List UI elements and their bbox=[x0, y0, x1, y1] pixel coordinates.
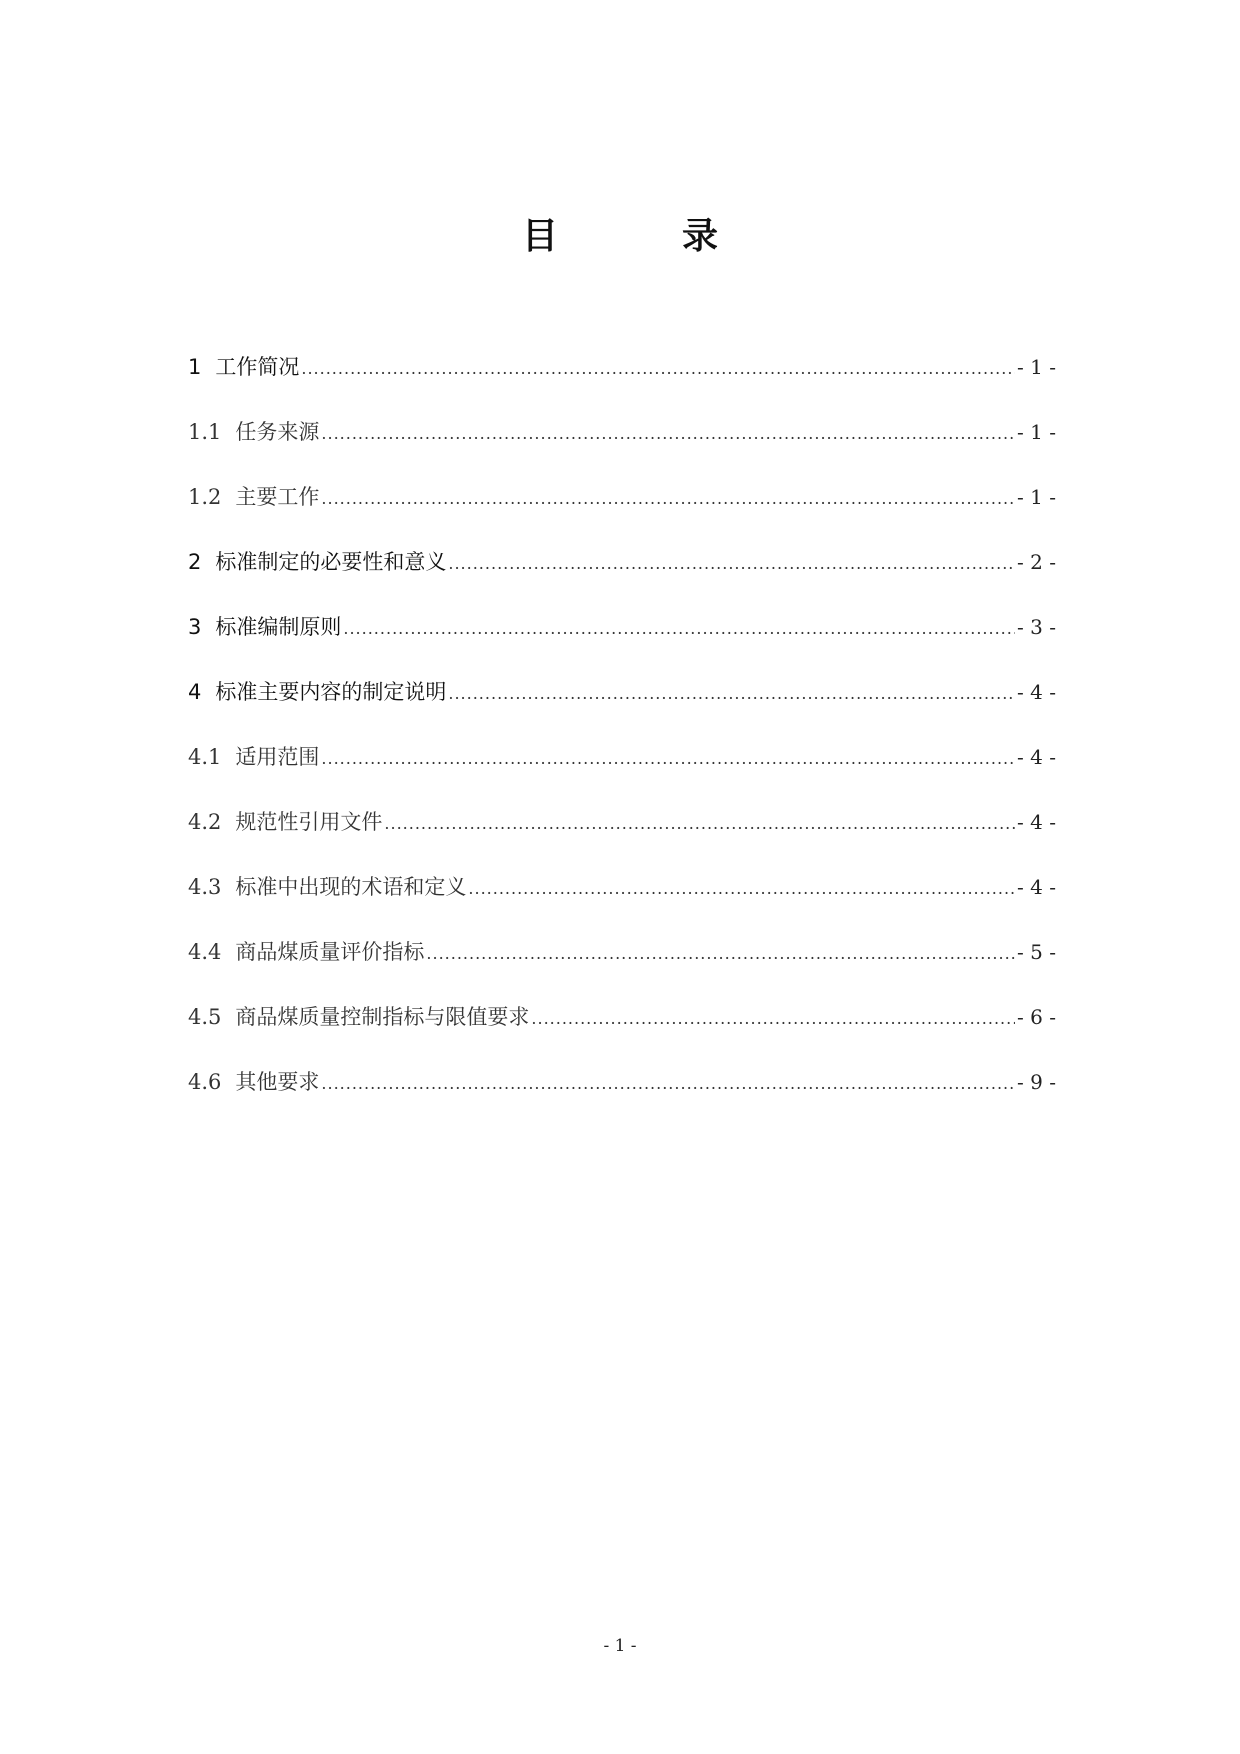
toc-entry-number: 2 bbox=[188, 550, 202, 574]
toc-entry-title: 标准制定的必要性和意义 bbox=[215, 550, 447, 574]
dot-leader bbox=[321, 744, 1015, 774]
toc-entry-label bbox=[188, 417, 319, 447]
toc-entry-label bbox=[188, 1067, 319, 1097]
toc-entry-number: 4 bbox=[188, 680, 202, 704]
dot-leader bbox=[384, 809, 1015, 839]
dot-leader bbox=[448, 679, 1015, 709]
toc-entry-number: 4.2 bbox=[188, 810, 222, 834]
dot-leader bbox=[468, 874, 1015, 904]
toc-entry-label bbox=[188, 937, 424, 967]
toc-entry-title: 标准主要内容的制定说明 bbox=[215, 680, 447, 704]
toc-entry[interactable] bbox=[188, 612, 1056, 677]
toc-entry-title: 任务来源 bbox=[235, 420, 320, 444]
toc-entry-label bbox=[188, 547, 446, 577]
toc-entry[interactable] bbox=[188, 1002, 1056, 1067]
toc-entry[interactable] bbox=[188, 807, 1056, 872]
toc-entry[interactable] bbox=[188, 937, 1056, 1002]
dot-leader bbox=[301, 354, 1015, 384]
toc-entry-page: - 9 - bbox=[1017, 1070, 1056, 1094]
toc-entry-number: 1 bbox=[188, 355, 202, 379]
dot-leader bbox=[426, 939, 1015, 969]
toc-entry-title: 商品煤质量控制指标与限值要求 bbox=[235, 1005, 530, 1029]
toc-entry[interactable] bbox=[188, 352, 1056, 417]
toc-entry[interactable] bbox=[188, 872, 1056, 937]
toc-entry-number: 3 bbox=[188, 615, 202, 639]
toc-entry-label bbox=[188, 352, 299, 382]
toc-entry-number: 4.1 bbox=[188, 745, 222, 769]
dot-leader bbox=[321, 484, 1015, 514]
dot-leader bbox=[531, 1004, 1015, 1034]
toc-entry-title: 适用范围 bbox=[235, 745, 320, 769]
toc-entry-title: 商品煤质量评价指标 bbox=[235, 940, 425, 964]
toc-entry-label bbox=[188, 807, 382, 837]
toc-entry-number: 1.2 bbox=[188, 485, 222, 509]
toc-entry-title: 主要工作 bbox=[235, 485, 320, 509]
toc-entry-title: 其他要求 bbox=[235, 1070, 320, 1094]
page-title: 目 录 bbox=[521, 216, 762, 257]
dot-leader bbox=[448, 549, 1015, 579]
toc-entry-page: - 3 - bbox=[1017, 615, 1056, 639]
toc-entry-page: - 4 - bbox=[1017, 680, 1056, 704]
toc-entry-number: 4.3 bbox=[188, 875, 222, 899]
toc-entry[interactable] bbox=[188, 1067, 1056, 1132]
toc-entry-page: - 4 - bbox=[1017, 875, 1056, 899]
toc-entry[interactable] bbox=[188, 417, 1056, 482]
toc-entry-number: 4.5 bbox=[188, 1005, 222, 1029]
toc-entry-label bbox=[188, 677, 446, 707]
toc-entry-label bbox=[188, 482, 319, 512]
toc-entry-page: - 1 - bbox=[1017, 355, 1056, 379]
toc-entry-page: - 4 - bbox=[1017, 810, 1056, 834]
dot-leader bbox=[343, 614, 1015, 644]
toc-entry-title: 工作简况 bbox=[215, 355, 300, 379]
toc-entry-page: - 6 - bbox=[1017, 1005, 1056, 1029]
toc-entry-number: 4.6 bbox=[188, 1070, 222, 1094]
toc-entry-page: - 5 - bbox=[1017, 940, 1056, 964]
table-of-contents bbox=[188, 352, 1056, 1132]
toc-entry-title: 标准编制原则 bbox=[215, 615, 342, 639]
toc-entry-number: 4.4 bbox=[188, 940, 222, 964]
toc-entry-page: - 4 - bbox=[1017, 745, 1056, 769]
toc-entry[interactable] bbox=[188, 547, 1056, 612]
toc-entry-title: 标准中出现的术语和定义 bbox=[235, 875, 467, 899]
toc-entry-page: - 2 - bbox=[1017, 550, 1056, 574]
toc-entry-number: 1.1 bbox=[188, 420, 222, 444]
toc-entry-page: - 1 - bbox=[1017, 420, 1056, 444]
toc-entry[interactable] bbox=[188, 677, 1056, 742]
page-number: - 1 - bbox=[603, 1636, 637, 1656]
toc-entry-label bbox=[188, 742, 319, 772]
toc-entry[interactable] bbox=[188, 482, 1056, 547]
toc-entry-label bbox=[188, 612, 341, 642]
toc-entry-title: 规范性引用文件 bbox=[235, 810, 383, 834]
toc-entry[interactable] bbox=[188, 742, 1056, 807]
toc-entry-page: - 1 - bbox=[1017, 485, 1056, 509]
dot-leader bbox=[321, 1069, 1015, 1099]
dot-leader bbox=[321, 419, 1015, 449]
toc-entry-label bbox=[188, 1002, 529, 1032]
toc-entry-label bbox=[188, 872, 466, 902]
